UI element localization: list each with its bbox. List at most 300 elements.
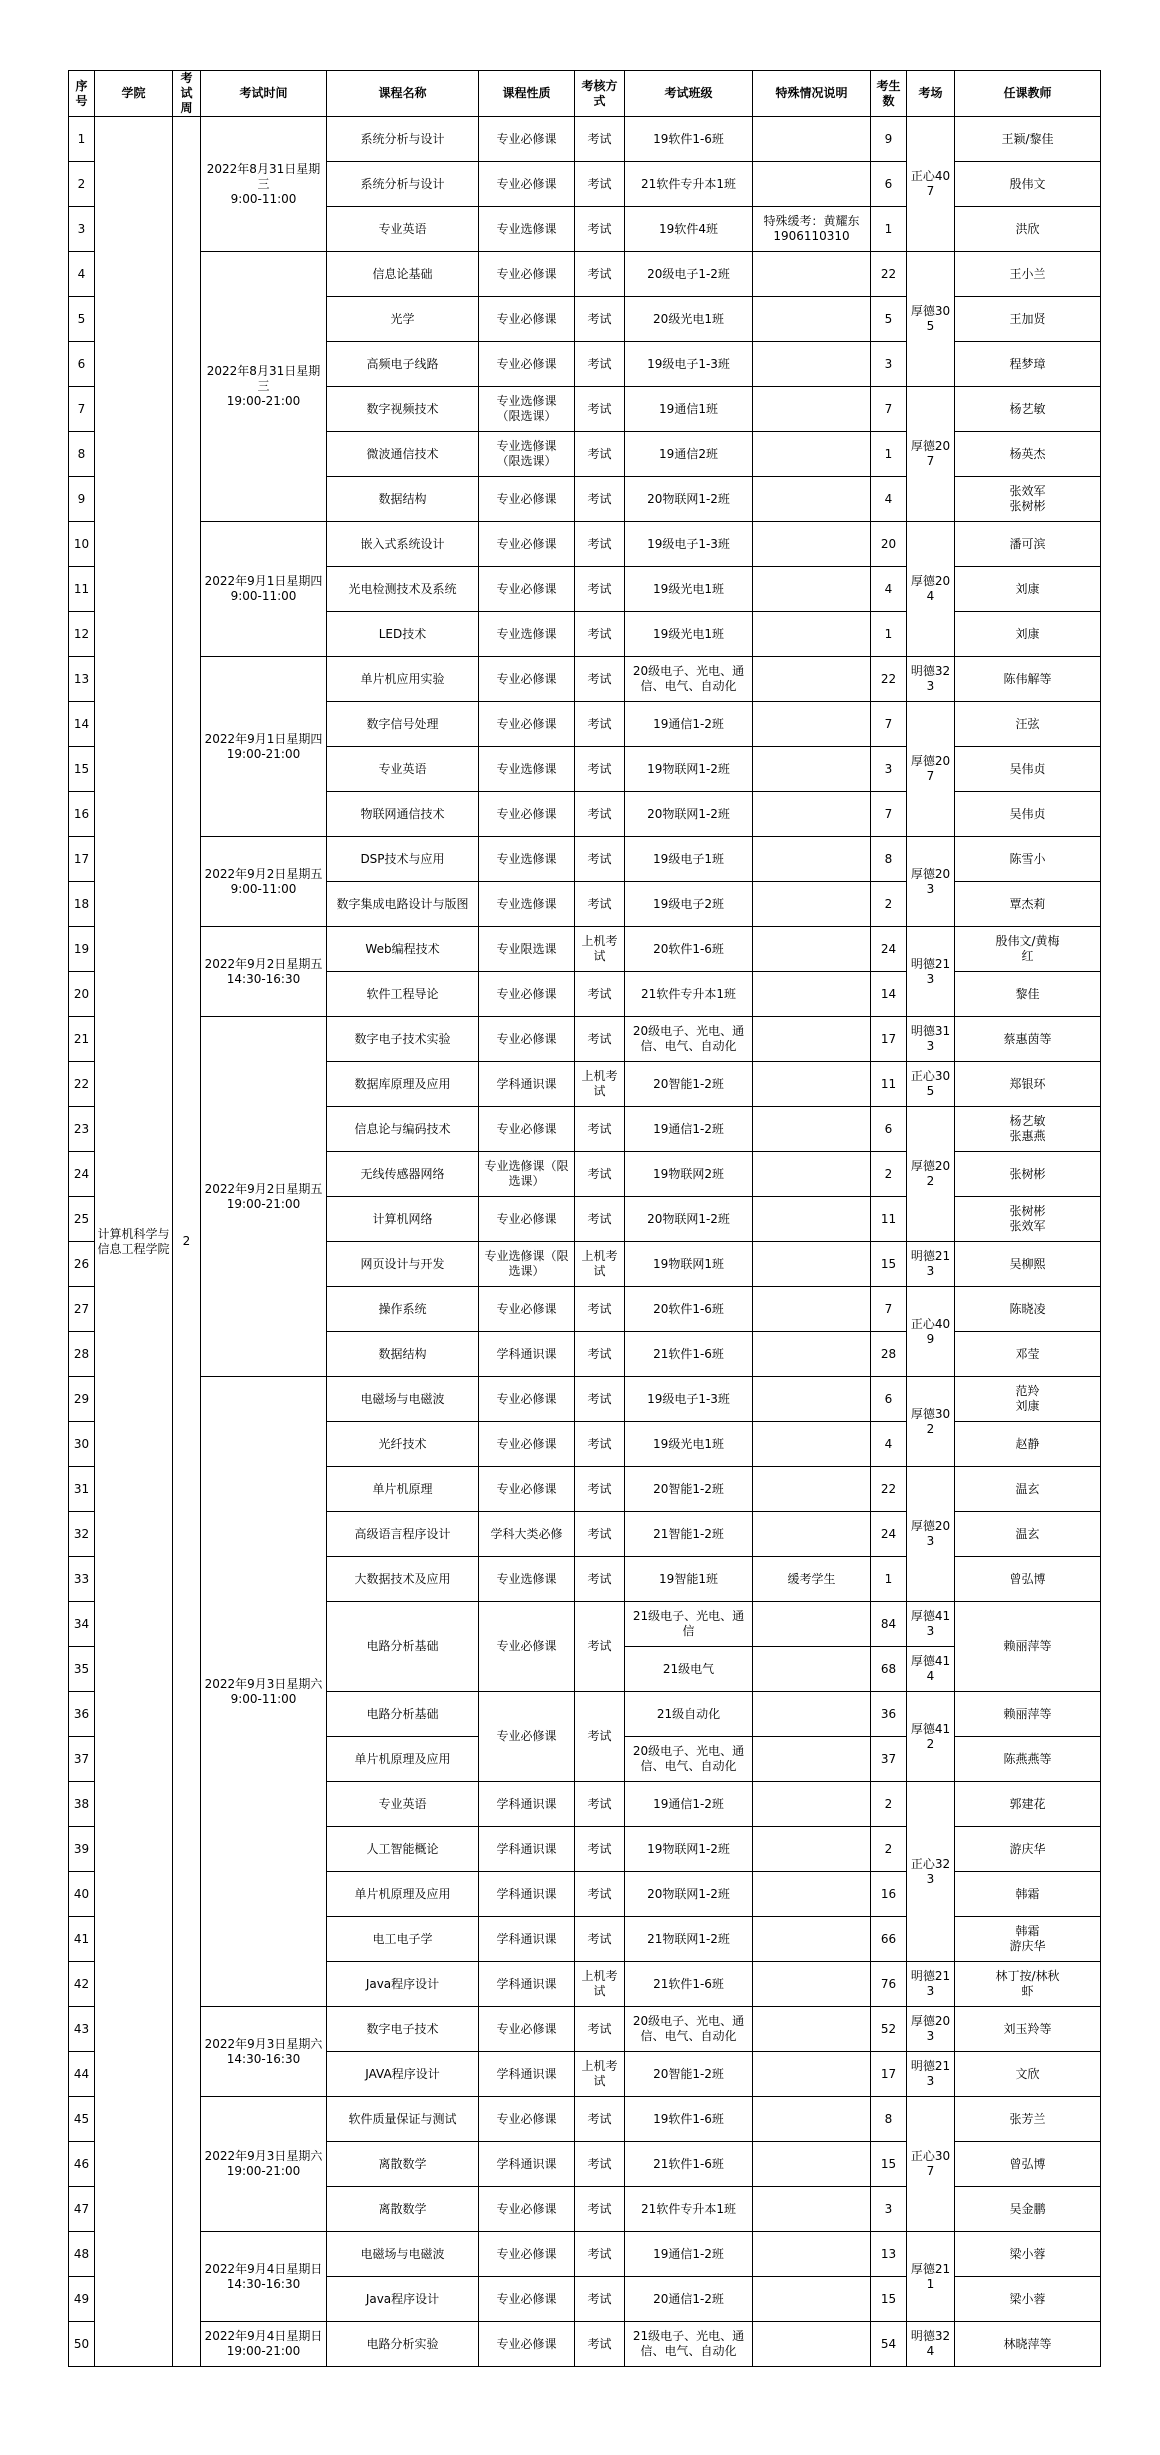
cell-note [753, 1692, 871, 1737]
cell-note [753, 2187, 871, 2232]
cell-no: 20 [69, 972, 95, 1017]
cell-count: 15 [871, 2277, 907, 2322]
cell-course: 电路分析基础 [327, 1692, 479, 1737]
cell-count: 6 [871, 162, 907, 207]
cell-course: 系统分析与设计 [327, 162, 479, 207]
cell-exam-time: 2022年9月1日星期四 9:00-11:00 [201, 522, 327, 657]
cell-no: 22 [69, 1062, 95, 1107]
cell-no: 29 [69, 1377, 95, 1422]
cell-course: Web编程技术 [327, 927, 479, 972]
cell-nature: 学科通识课 [479, 1917, 575, 1962]
cell-nature: 学科大类必修 [479, 1512, 575, 1557]
cell-method: 考试 [575, 1917, 625, 1962]
cell-no: 2 [69, 162, 95, 207]
cell-teacher: 温玄 [955, 1512, 1101, 1557]
cell-note [753, 2277, 871, 2322]
cell-note [753, 117, 871, 162]
cell-teacher: 游庆华 [955, 1827, 1101, 1872]
cell-teacher: 汪弦 [955, 702, 1101, 747]
cell-no: 50 [69, 2322, 95, 2367]
cell-method: 考试 [575, 1467, 625, 1512]
cell-class: 21级电子、光电、通 信、电气、自动化 [625, 2322, 753, 2367]
cell-teacher: 殷伟文/黄梅 红 [955, 927, 1101, 972]
cell-count: 8 [871, 2097, 907, 2142]
cell-exam-time: 2022年9月3日星期六 14:30-16:30 [201, 2007, 327, 2097]
cell-note [753, 1332, 871, 1377]
cell-room: 厚德207 [907, 387, 955, 522]
cell-nature: 专业限选课 [479, 927, 575, 972]
cell-count: 7 [871, 387, 907, 432]
cell-course: 电工电子学 [327, 1917, 479, 1962]
cell-course: 离散数学 [327, 2142, 479, 2187]
cell-college: 计算机科学与信息工程学院 [95, 117, 173, 2367]
cell-nature: 学科通识课 [479, 1827, 575, 1872]
cell-nature: 专业必修课 [479, 477, 575, 522]
cell-teacher: 刘康 [955, 567, 1101, 612]
cell-nature: 专业必修课 [479, 2097, 575, 2142]
cell-method: 考试 [575, 117, 625, 162]
cell-exam-time: 2022年9月4日星期日 19:00-21:00 [201, 2322, 327, 2367]
cell-note [753, 567, 871, 612]
cell-no: 37 [69, 1737, 95, 1782]
cell-note [753, 522, 871, 567]
cell-note [753, 612, 871, 657]
cell-room: 厚德204 [907, 522, 955, 657]
cell-method: 考试 [575, 567, 625, 612]
cell-class: 20物联网1-2班 [625, 1872, 753, 1917]
cell-teacher: 张效军 张树彬 [955, 477, 1101, 522]
cell-note [753, 972, 871, 1017]
cell-course: 专业英语 [327, 1782, 479, 1827]
cell-count: 17 [871, 2052, 907, 2097]
cell-teacher: 蔡惠茵等 [955, 1017, 1101, 1062]
cell-teacher: 张树彬 [955, 1152, 1101, 1197]
cell-room: 明德213 [907, 1962, 955, 2007]
cell-count: 22 [871, 252, 907, 297]
cell-note [753, 1872, 871, 1917]
cell-course: 单片机原理及应用 [327, 1872, 479, 1917]
cell-teacher: 王小兰 [955, 252, 1101, 297]
cell-course: 光电检测技术及系统 [327, 567, 479, 612]
exam-schedule-table [68, 70, 1101, 2367]
cell-class: 20物联网1-2班 [625, 1197, 753, 1242]
cell-room: 厚德203 [907, 1467, 955, 1602]
header-teacher: 任课教师 [955, 71, 1101, 117]
cell-teacher: 赖丽萍等 [955, 1692, 1101, 1737]
header-nature: 课程性质 [479, 71, 575, 117]
cell-teacher: 赖丽萍等 [955, 1602, 1101, 1692]
cell-class: 20级光电1班 [625, 297, 753, 342]
cell-course: 单片机应用实验 [327, 657, 479, 702]
cell-count: 24 [871, 927, 907, 972]
cell-week: 2 [173, 117, 201, 2367]
cell-teacher: 覃杰莉 [955, 882, 1101, 927]
cell-no: 8 [69, 432, 95, 477]
cell-class: 19物联网2班 [625, 1152, 753, 1197]
cell-room: 厚德305 [907, 252, 955, 387]
cell-method: 考试 [575, 1422, 625, 1467]
cell-count: 11 [871, 1197, 907, 1242]
cell-note [753, 297, 871, 342]
cell-teacher: 杨英杰 [955, 432, 1101, 477]
cell-count: 5 [871, 297, 907, 342]
cell-course: 操作系统 [327, 1287, 479, 1332]
cell-room: 明德213 [907, 1242, 955, 1287]
table-row [69, 1377, 1101, 1422]
cell-class: 20级电子、光电、通 信、电气、自动化 [625, 1017, 753, 1062]
cell-count: 22 [871, 1467, 907, 1512]
cell-count: 15 [871, 2142, 907, 2187]
cell-course: 微波通信技术 [327, 432, 479, 477]
cell-nature: 专业必修课 [479, 972, 575, 1017]
cell-course: 数字集成电路设计与版图 [327, 882, 479, 927]
cell-method: 考试 [575, 297, 625, 342]
cell-nature: 专业必修课 [479, 567, 575, 612]
cell-count: 4 [871, 1422, 907, 1467]
cell-course: 数据结构 [327, 477, 479, 522]
cell-nature: 学科通识课 [479, 2052, 575, 2097]
header-method: 考核方式 [575, 71, 625, 117]
cell-teacher: 曾弘博 [955, 2142, 1101, 2187]
cell-room: 正心409 [907, 1287, 955, 1377]
cell-note [753, 882, 871, 927]
cell-course: 嵌入式系统设计 [327, 522, 479, 567]
cell-note [753, 792, 871, 837]
cell-count: 22 [871, 657, 907, 702]
cell-count: 4 [871, 567, 907, 612]
cell-nature: 专业必修课 [479, 252, 575, 297]
cell-nature: 学科通识课 [479, 1872, 575, 1917]
cell-exam-time: 2022年8月31日星期三 19:00-21:00 [201, 252, 327, 522]
cell-note [753, 1062, 871, 1107]
cell-teacher: 韩霜 [955, 1872, 1101, 1917]
cell-method: 考试 [575, 1872, 625, 1917]
table-row [69, 1017, 1101, 1062]
cell-no: 7 [69, 387, 95, 432]
cell-nature: 专业必修课 [479, 1287, 575, 1332]
header-count: 考生数 [871, 71, 907, 117]
cell-class: 19级电子2班 [625, 882, 753, 927]
cell-nature: 专业必修课 [479, 1602, 575, 1692]
cell-nature: 专业选修课 [479, 207, 575, 252]
cell-nature: 专业必修课 [479, 1377, 575, 1422]
cell-note [753, 1197, 871, 1242]
cell-teacher: 林丁按/林秋 虾 [955, 1962, 1101, 2007]
header-course: 课程名称 [327, 71, 479, 117]
cell-course: 信息论与编码技术 [327, 1107, 479, 1152]
cell-class: 19智能1班 [625, 1557, 753, 1602]
cell-count: 17 [871, 1017, 907, 1062]
cell-teacher: 王颖/黎佳 [955, 117, 1101, 162]
cell-method: 考试 [575, 1557, 625, 1602]
cell-no: 35 [69, 1647, 95, 1692]
cell-nature: 专业必修课 [479, 792, 575, 837]
cell-class: 20物联网1-2班 [625, 477, 753, 522]
cell-course: Java程序设计 [327, 2277, 479, 2322]
cell-teacher: 刘康 [955, 612, 1101, 657]
cell-nature: 专业必修课 [479, 1197, 575, 1242]
cell-count: 2 [871, 882, 907, 927]
cell-teacher: 王加贤 [955, 297, 1101, 342]
cell-count: 76 [871, 1962, 907, 2007]
cell-method: 上机考 试 [575, 1242, 625, 1287]
cell-no: 23 [69, 1107, 95, 1152]
cell-count: 3 [871, 747, 907, 792]
cell-method: 考试 [575, 342, 625, 387]
cell-note [753, 387, 871, 432]
cell-no: 25 [69, 1197, 95, 1242]
cell-count: 2 [871, 1152, 907, 1197]
cell-room: 正心305 [907, 1062, 955, 1107]
cell-class: 19通信1-2班 [625, 702, 753, 747]
cell-count: 14 [871, 972, 907, 1017]
cell-note [753, 1377, 871, 1422]
cell-no: 31 [69, 1467, 95, 1512]
cell-nature: 专业选修课 [479, 612, 575, 657]
cell-note [753, 1512, 871, 1557]
cell-method: 考试 [575, 792, 625, 837]
cell-nature: 专业必修课 [479, 702, 575, 747]
cell-count: 28 [871, 1332, 907, 1377]
cell-teacher: 潘可滨 [955, 522, 1101, 567]
table-row [69, 2322, 1101, 2367]
cell-no: 9 [69, 477, 95, 522]
cell-course: 光学 [327, 297, 479, 342]
cell-teacher: 张芳兰 [955, 2097, 1101, 2142]
cell-nature: 专业选修课（限 选课） [479, 1152, 575, 1197]
cell-nature: 学科通识课 [479, 1782, 575, 1827]
cell-nature: 专业必修课 [479, 522, 575, 567]
cell-note: 缓考学生 [753, 1557, 871, 1602]
cell-teacher: 郭建花 [955, 1782, 1101, 1827]
table-row [69, 252, 1101, 297]
cell-nature: 专业必修课 [479, 1107, 575, 1152]
cell-no: 15 [69, 747, 95, 792]
cell-teacher: 梁小蓉 [955, 2277, 1101, 2322]
cell-no: 1 [69, 117, 95, 162]
cell-teacher: 文欣 [955, 2052, 1101, 2097]
cell-method: 考试 [575, 2277, 625, 2322]
header-week: 考试周 [173, 71, 201, 117]
cell-nature: 专业选修课 [479, 1557, 575, 1602]
header-no: 序号 [69, 71, 95, 117]
table-row [69, 2097, 1101, 2142]
cell-no: 11 [69, 567, 95, 612]
cell-course: 电磁场与电磁波 [327, 1377, 479, 1422]
cell-nature: 专业选修课 （限选课） [479, 432, 575, 477]
cell-method: 考试 [575, 477, 625, 522]
cell-note [753, 1107, 871, 1152]
cell-teacher: 郑银环 [955, 1062, 1101, 1107]
cell-course: 计算机网络 [327, 1197, 479, 1242]
cell-no: 42 [69, 1962, 95, 2007]
cell-nature: 专业选修课 [479, 882, 575, 927]
table-row [69, 927, 1101, 972]
table-row [69, 657, 1101, 702]
cell-course: 数据结构 [327, 1332, 479, 1377]
cell-room: 明德323 [907, 657, 955, 702]
cell-exam-time: 2022年8月31日星期三 9:00-11:00 [201, 117, 327, 252]
cell-class: 19级电子1-3班 [625, 522, 753, 567]
cell-course: 物联网通信技术 [327, 792, 479, 837]
cell-room: 厚德414 [907, 1647, 955, 1692]
cell-class: 21级自动化 [625, 1692, 753, 1737]
cell-count: 2 [871, 1782, 907, 1827]
cell-exam-time: 2022年9月2日星期五 19:00-21:00 [201, 1017, 327, 1377]
cell-course: 系统分析与设计 [327, 117, 479, 162]
table-body [69, 117, 1101, 2367]
cell-method: 考试 [575, 657, 625, 702]
cell-room: 厚德302 [907, 1377, 955, 1467]
cell-count: 3 [871, 342, 907, 387]
cell-count: 15 [871, 1242, 907, 1287]
cell-teacher: 陈晓凌 [955, 1287, 1101, 1332]
cell-teacher: 吴伟贞 [955, 747, 1101, 792]
cell-no: 24 [69, 1152, 95, 1197]
cell-count: 68 [871, 1647, 907, 1692]
cell-no: 27 [69, 1287, 95, 1332]
cell-teacher: 洪欣 [955, 207, 1101, 252]
cell-teacher: 程梦璋 [955, 342, 1101, 387]
cell-method: 考试 [575, 1332, 625, 1377]
header-room: 考场 [907, 71, 955, 117]
cell-class: 20软件1-6班 [625, 1287, 753, 1332]
cell-no: 41 [69, 1917, 95, 1962]
cell-no: 6 [69, 342, 95, 387]
cell-teacher: 吴伟贞 [955, 792, 1101, 837]
cell-course: 信息论基础 [327, 252, 479, 297]
cell-no: 16 [69, 792, 95, 837]
cell-course: 光纤技术 [327, 1422, 479, 1467]
cell-teacher: 吴金鹏 [955, 2187, 1101, 2232]
cell-class: 19物联网1-2班 [625, 747, 753, 792]
cell-class: 21级电子、光电、通 信 [625, 1602, 753, 1647]
cell-method: 考试 [575, 1152, 625, 1197]
cell-teacher: 梁小蓉 [955, 2232, 1101, 2277]
cell-count: 1 [871, 207, 907, 252]
cell-teacher: 林晓萍等 [955, 2322, 1101, 2367]
cell-teacher: 温玄 [955, 1467, 1101, 1512]
cell-class: 20智能1-2班 [625, 2052, 753, 2097]
cell-class: 19软件1-6班 [625, 117, 753, 162]
cell-note [753, 432, 871, 477]
cell-class: 20级电子、光电、通 信、电气、自动化 [625, 657, 753, 702]
cell-no: 21 [69, 1017, 95, 1062]
cell-class: 19通信1-2班 [625, 1107, 753, 1152]
cell-note: 特殊缓考：黄耀东 1906110310 [753, 207, 871, 252]
cell-count: 2 [871, 1827, 907, 1872]
cell-room: 明德213 [907, 927, 955, 1017]
cell-no: 28 [69, 1332, 95, 1377]
header-row [69, 71, 1101, 117]
cell-teacher: 邓莹 [955, 1332, 1101, 1377]
cell-class: 20智能1-2班 [625, 1467, 753, 1512]
cell-method: 考试 [575, 432, 625, 477]
exam-schedule-sheet [68, 70, 1101, 2367]
cell-method: 考试 [575, 1017, 625, 1062]
cell-method: 考试 [575, 837, 625, 882]
cell-class: 20通信1-2班 [625, 2277, 753, 2322]
cell-count: 1 [871, 432, 907, 477]
cell-nature: 专业必修课 [479, 2187, 575, 2232]
cell-note [753, 1017, 871, 1062]
cell-no: 47 [69, 2187, 95, 2232]
cell-count: 8 [871, 837, 907, 882]
cell-room: 正心307 [907, 2097, 955, 2232]
cell-note [753, 342, 871, 387]
cell-nature: 学科通识课 [479, 1962, 575, 2007]
cell-no: 14 [69, 702, 95, 747]
cell-teacher: 张树彬 张效军 [955, 1197, 1101, 1242]
cell-exam-time: 2022年9月2日星期五 9:00-11:00 [201, 837, 327, 927]
cell-note [753, 657, 871, 702]
header-college: 学院 [95, 71, 173, 117]
cell-count: 6 [871, 1377, 907, 1422]
cell-count: 36 [871, 1692, 907, 1737]
cell-count: 84 [871, 1602, 907, 1647]
cell-room: 厚德211 [907, 2232, 955, 2322]
cell-no: 44 [69, 2052, 95, 2097]
cell-no: 10 [69, 522, 95, 567]
cell-room: 正心407 [907, 117, 955, 252]
cell-method: 考试 [575, 2097, 625, 2142]
cell-note [753, 2322, 871, 2367]
cell-note [753, 927, 871, 972]
cell-class: 21物联网1-2班 [625, 1917, 753, 1962]
cell-class: 19级光电1班 [625, 612, 753, 657]
cell-room: 厚德203 [907, 837, 955, 927]
table-row [69, 2007, 1101, 2052]
cell-class: 19软件4班 [625, 207, 753, 252]
cell-teacher: 陈伟解等 [955, 657, 1101, 702]
cell-nature: 专业必修课 [479, 297, 575, 342]
cell-no: 4 [69, 252, 95, 297]
cell-teacher: 杨艺敏 [955, 387, 1101, 432]
cell-course: 高频电子线路 [327, 342, 479, 387]
cell-no: 18 [69, 882, 95, 927]
cell-course: 专业英语 [327, 207, 479, 252]
cell-note [753, 162, 871, 207]
cell-method: 上机考 试 [575, 927, 625, 972]
cell-class: 19通信1-2班 [625, 1782, 753, 1827]
cell-course: 数字视频技术 [327, 387, 479, 432]
cell-nature: 专业选修课 [479, 837, 575, 882]
cell-class: 21软件专升本1班 [625, 972, 753, 1017]
cell-teacher: 赵静 [955, 1422, 1101, 1467]
cell-method: 考试 [575, 1602, 625, 1692]
cell-course: 专业英语 [327, 747, 479, 792]
cell-room: 厚德202 [907, 1107, 955, 1242]
cell-note [753, 1467, 871, 1512]
cell-nature: 专业必修课 [479, 1467, 575, 1512]
cell-exam-time: 2022年9月1日星期四 19:00-21:00 [201, 657, 327, 837]
cell-no: 33 [69, 1557, 95, 1602]
cell-method: 上机考试 [575, 1062, 625, 1107]
cell-count: 13 [871, 2232, 907, 2277]
header-class: 考试班级 [625, 71, 753, 117]
cell-class: 19软件1-6班 [625, 2097, 753, 2142]
cell-method: 考试 [575, 2322, 625, 2367]
cell-method: 考试 [575, 972, 625, 1017]
cell-note [753, 1647, 871, 1692]
cell-note [753, 1287, 871, 1332]
cell-nature: 专业必修课 [479, 1017, 575, 1062]
cell-note [753, 1917, 871, 1962]
cell-nature: 专业选修课 （限选课） [479, 387, 575, 432]
cell-course: 电磁场与电磁波 [327, 2232, 479, 2277]
cell-method: 考试 [575, 2142, 625, 2187]
cell-note [753, 1242, 871, 1287]
